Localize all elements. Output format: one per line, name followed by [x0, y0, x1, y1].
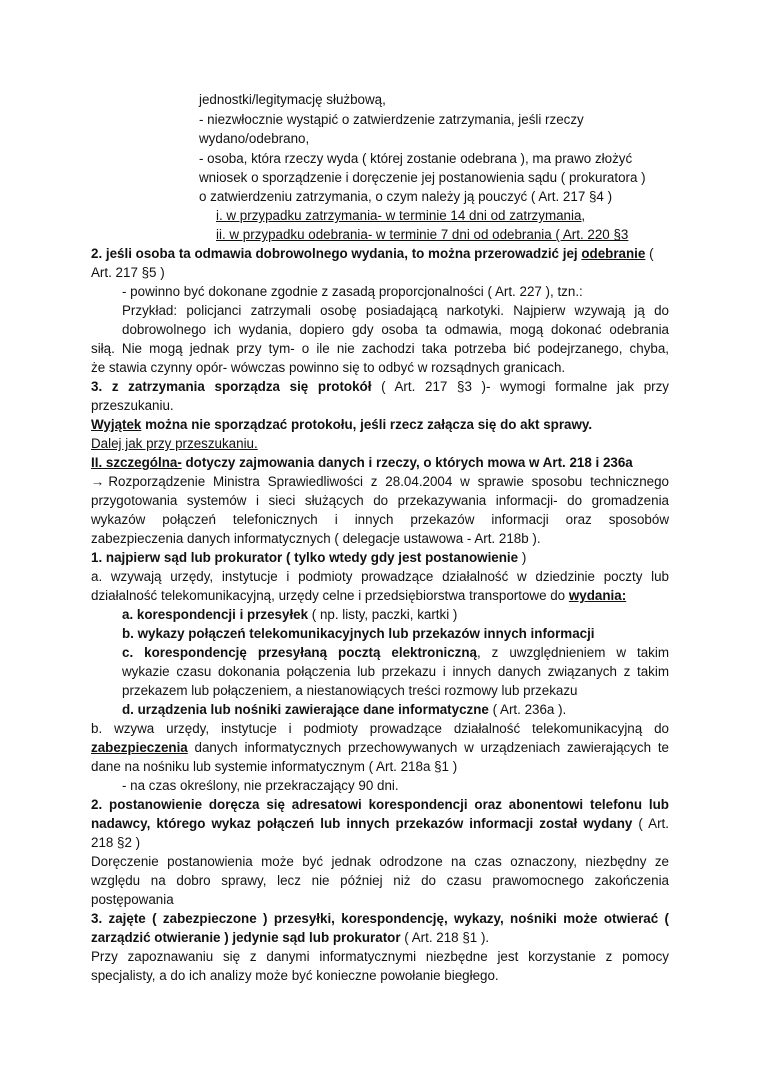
text-line: przygotowania systemów i sieci służących do przekazywania informacji- do gromadzenia — [91, 493, 669, 508]
text-line: - na czas określony, nie przekraczający 90 dni. — [122, 778, 399, 793]
text-line: 3. zajęte ( zabezpieczone ) przesyłki, korespondencję, wykazy, nośniki może otwierać ( — [91, 911, 669, 926]
text-line: → Rozporządzenie Ministra Sprawiedliwości z 28.04.2004 w sprawie sposobu technicznego — [91, 474, 669, 489]
text-line: że stawia czynny opór- wówczas powinno się to odbyć w rozsądnych granicach. — [91, 360, 566, 375]
text-line: - osoba, która rzeczy wyda ( której zostanie odebrana ), ma prawo złożyć — [199, 151, 633, 166]
text-line: względu na dobro sprawy, lecz nie później niż do czasu prawomocnego zakończenia — [91, 873, 669, 888]
text-line: postępowania — [91, 892, 174, 907]
list-item: a. korespondencji i przesyłek ( np. listy, paczki, kartki ) — [122, 607, 458, 622]
text-line: 1. najpierw sąd lub prokurator ( tylko wtedy gdy jest postanowienie ) — [91, 550, 527, 565]
list-item: b. wykazy połączeń telekomunikacyjnych lub przekazów innych informacji — [122, 626, 595, 641]
text-line: wniosek o sporządzenie i doręczenie jej postanowienia sądu ( prokuratora ) — [199, 170, 646, 185]
text-line: 2. postanowienie doręcza się adresatowi korespondencji oraz abonentowi telefonu lub — [91, 797, 669, 812]
text-line: zabezpieczenia danych informatycznych ( delegacje ustawowa - Art. 218b ). — [91, 531, 541, 546]
text-line: przekazem lub połączeniem, a niestanowiących treści rozmowy lub przekazu — [122, 683, 578, 698]
text-line: Przy zapoznawaniu się z danymi informatycznymi niezbędne jest korzystanie z pomocy — [91, 949, 669, 964]
text-line: o zatwierdzeniu zatrzymania, o czym należy ją pouczyć ( Art. 217 §4 ) — [199, 189, 613, 204]
list-item: c. korespondencję przesyłaną pocztą elektroniczną, z uwzględnieniem w takim — [122, 645, 669, 660]
text-line: Wyjątek można nie sporządzać protokołu, jeśli rzecz załącza się do akt sprawy. — [91, 417, 593, 432]
text-line: dobrowolnego ich wydania, dopiero gdy osoba ta odmawia, mogą dokonać odebrania — [122, 322, 669, 337]
text-line: zarządzić otwieranie ) jedynie sąd lub prokurator ( Art. 218 §1 ). — [91, 930, 490, 945]
arrow-icon: → — [91, 474, 105, 489]
text-line: - powinno być dokonane zgodnie z zasadą proporcjonalności ( Art. 227 ), tzn.: — [122, 284, 583, 299]
text-line: 218 §2 ) — [91, 835, 141, 850]
text-line: a. wzywają urzędy, instytucje i podmioty prowadzące działalność w dziedzinie poczty lub — [91, 569, 669, 584]
text-line: wykazów połączeń telefonicznych i innych przekazów informacji oraz sposobów — [91, 512, 669, 527]
list-item: d. urządzenia lub nośniki zawierające dane informatyczne ( Art. 236a ). — [122, 702, 567, 717]
text-line: zabezpieczenia danych informatycznych przechowywanych w urządzeniach zawierających te — [91, 740, 669, 755]
text-line: - niezwłocznie wystąpić o zatwierdzenie zatrzymania, jeśli rzeczy — [199, 112, 584, 127]
text-line: b. wzywa urzędy, instytucje i podmioty prowadzące działalność telekomunikacyjną do — [91, 721, 669, 736]
text-line: siłą. Nie mogą jednak przy tym- o ile nie zachodzi taka potrzeba bić podejrzanego, chyba, — [91, 341, 669, 356]
text-line: dane na nośniku lub systemie informatycznym ( Art. 218a §1 ) — [91, 759, 458, 774]
text-line: działalność telekomunikacyjną, urzędy celne i przedsiębiorstwa transportowe do wydania: — [91, 588, 627, 603]
text-line: nadawcy, którego wykaz połączeń lub innych przekazów informacji został wydany ( Art. — [91, 816, 669, 831]
text-line: 2. jeśli osoba ta odmawia dobrowolnego wydania, to można przerowadzić jej odebranie ( — [91, 246, 654, 261]
text-line: 3. z zatrzymania sporządza się protokół ( Art. 217 §3 )- wymogi formalne jak przy — [91, 379, 669, 394]
text-line: Doręczenie postanowienia może być jednak odrodzone na czas oznaczony, niezbędny ze — [91, 854, 669, 869]
text-line: wydano/odebrano, — [199, 131, 310, 146]
text-line: Dalej jak przy przeszukaniu. — [91, 436, 258, 451]
text-line: specjalisty, a do ich analizy może być konieczne powołanie biegłego. — [91, 968, 499, 983]
text-line: przeszukaniu. — [91, 398, 174, 413]
text-line: Przykład: policjanci zatrzymali osobę posiadającą narkotyki. Najpierw wzywają ją do — [122, 303, 669, 318]
text-line: i. w przypadku zatrzymania- w terminie 14 dni od zatrzymania, — [216, 208, 586, 223]
text-line: Art. 217 §5 ) — [91, 265, 165, 280]
text-line: ii. w przypadku odebrania- w terminie 7 dni od odebrania ( Art. 220 §3 — [216, 227, 629, 242]
text-line: jednostki/legitymację służbową, — [199, 92, 386, 107]
text-line: wykazie czasu dokonania połączenia lub przekazu i innych danych związanych z takim — [122, 664, 669, 679]
section-heading: II. szczególna- dotyczy zajmowania danych i rzeczy, o których mowa w Art. 218 i 236a — [91, 455, 633, 470]
